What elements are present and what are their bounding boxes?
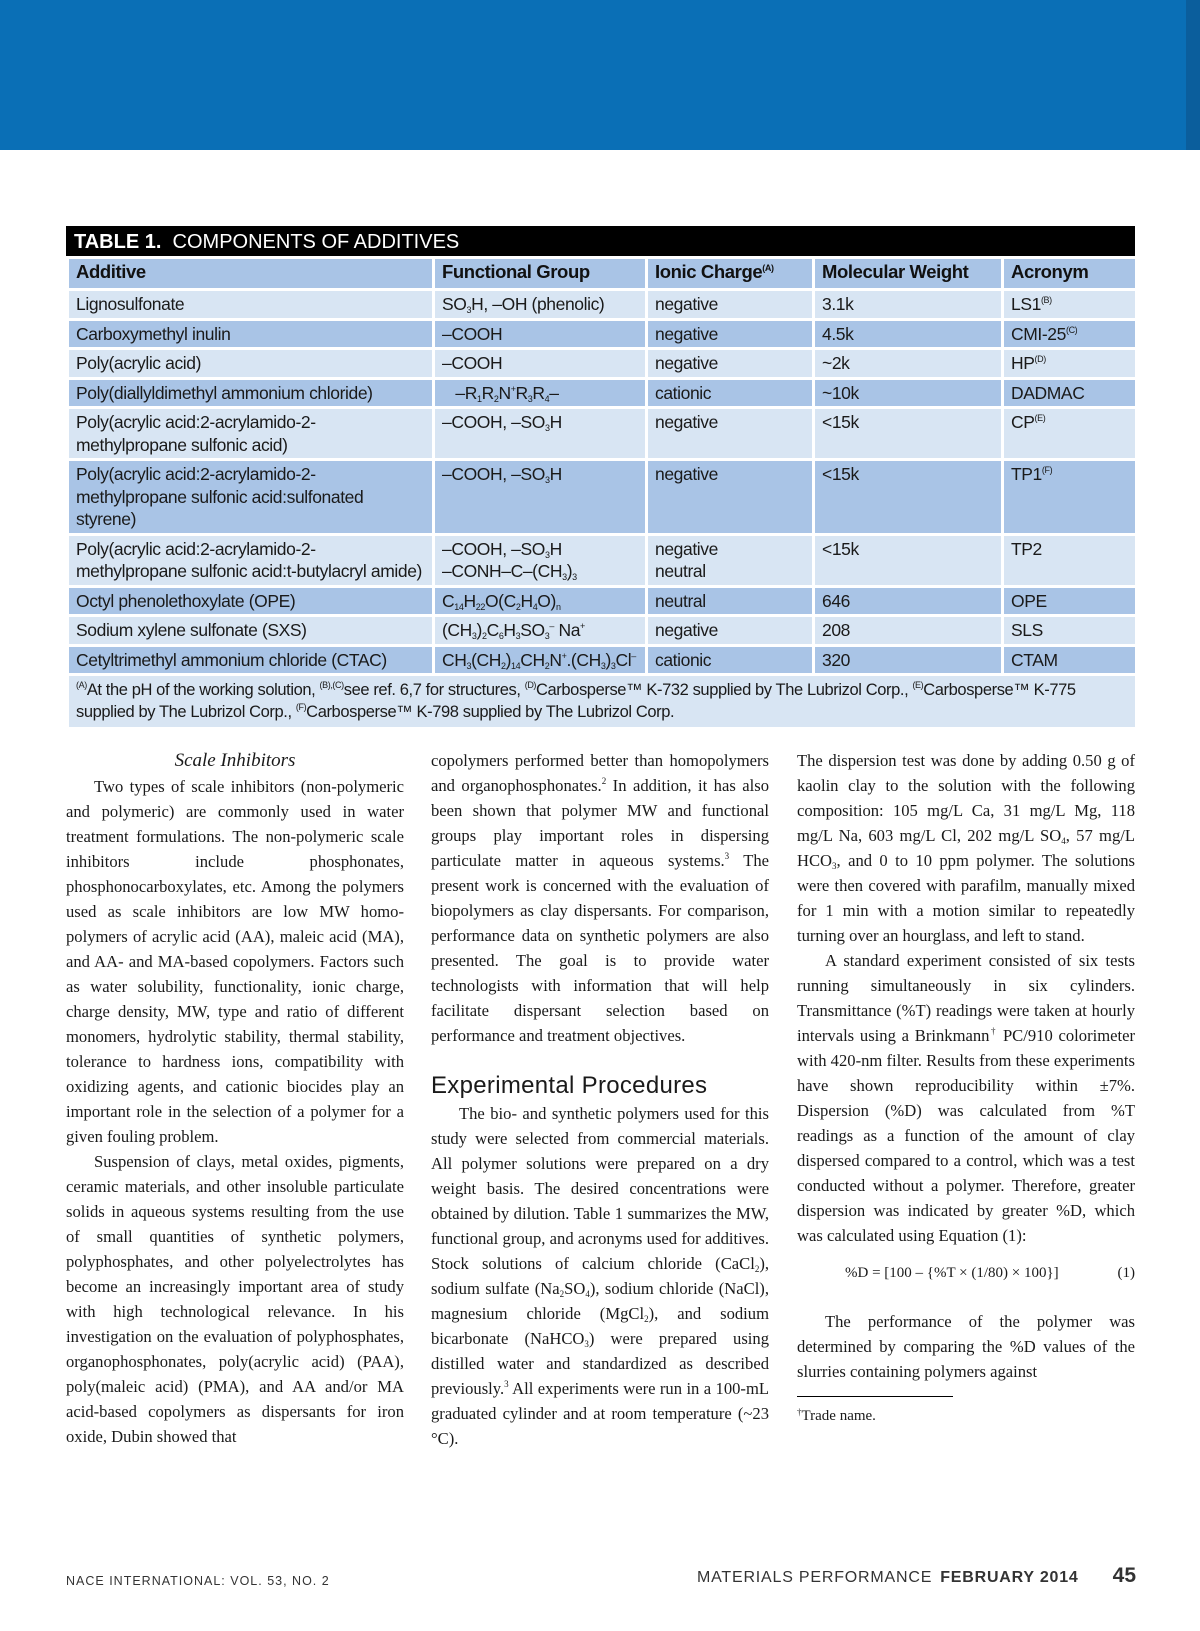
paragraph: The bio- and synthetic polymers used for this study were selected from commercial materials. All polymer solutions were prepared on a dry weight basis. The desired concentrations were obtained by dilution. Table 1 summarizes the MW, functional group, and acronyms used for additives. Stock solutions of calcium chloride (CaCl$_2$), sodium sulfate $(Na_2SO_4)$, sodium chloride (NaCl), magnesium chloride (MgCl$_2$), and sodium bicarbonate (NaHCO$_3$) were prepared using distilled water and standardized as described previously.$^3$ All experiments were run in a 100-mL graduated cylinder and at room temperature (~23 °C). [431, 1104, 769, 1448]
equation-number: (1) [1117, 1265, 1135, 1281]
header-ionic-charge-note: (A) [762, 263, 774, 273]
footer-magazine-name: MATERIALS PERFORMANCE [696, 1569, 933, 1586]
cell-charge: negative [647, 408, 814, 460]
cell-additive: Poly(acrylic acid:2-acrylamido-2-methylpropane sulfonic acid) [68, 408, 434, 460]
column-1 [66, 748, 404, 1449]
cell-acronym: $CP^{(E)}$ [1003, 408, 1137, 460]
header-ionic-charge-label: Ionic Charge [655, 261, 763, 282]
table-row [68, 645, 1137, 675]
cell-additive: Poly(acrylic acid:2-acrylamido-2-methylpropane sulfonic acid:sulfonated styrene) [68, 460, 434, 535]
table-caption: COMPONENTS OF ADDITIVES [172, 231, 460, 253]
cell-mw: 3.1k [814, 290, 1003, 320]
table-footnote-row [68, 675, 1137, 729]
cell-charge: negative [647, 616, 814, 646]
paragraph: Suspension of clays, metal oxides, pigments, ceramic materials, and other insoluble particulate solids in aqueous systems resulting from the use of small quantities of synthetic polymers, polyphosphates, and other polyelectrolytes has become an increasingly important area of study with high technological relevance. In his investigation on the evaluation of polyphosphates, organophosphonates, poly(acrylic acid) (PAA), poly(maleic acid) (PMA), and AA and/or MA acid-based copolymers as dispersants for iron oxide, Dubin showed that [66, 1152, 404, 1446]
footer-publisher [66, 1574, 330, 1588]
table-row [68, 349, 1137, 379]
cell-charge: negative [647, 349, 814, 379]
cell-mw: ~10k [814, 378, 1003, 408]
cell-additive: Sodium xylene sulfonate (SXS) [68, 616, 434, 646]
cell-group: –COOH [434, 319, 647, 349]
table-row [68, 616, 1137, 646]
table-title [66, 226, 1135, 256]
cell-mw: <15k [814, 408, 1003, 460]
column-3 [797, 748, 1135, 1427]
paragraph: A standard experiment consisted of six tests running simultaneously in six cylinders. Transmittance (%T) readings were taken at hourly intervals using a Brinkmann† PC/910 colorimeter with 420-nm filter. Results from these experiments have shown reproducibility within ±7%. Dispersion (%D) was calculated from %T readings as a function of the amount of clay dispersed compared to a control, which was a test conducted without a polymer. Therefore, greater dispersion was indicated by greater %D, which was calculated using Equation (1): [797, 951, 1136, 1245]
section-title-experimental-procedures: Experimental Procedures [431, 1072, 708, 1099]
table-header-row [68, 258, 1137, 290]
cell-charge: negative neutral [647, 534, 814, 586]
subhead-scale-inhibitors: Scale Inhibitors [174, 750, 296, 771]
cell-mw: <15k [814, 534, 1003, 586]
header-molecular-weight: Molecular Weight [814, 258, 1003, 290]
table-label: TABLE 1. [74, 231, 162, 253]
cell-group: $(CH_3)_2C_6H_3SO_3^-$ Na+ [434, 616, 647, 646]
cell-additive: Lignosulfonate [68, 290, 434, 320]
equation-formula: %D = [100 – {%T × (1/80) × 100}] [845, 1265, 1059, 1281]
header-functional-group: Functional Group [434, 258, 647, 290]
cell-group: –COOH, $-SO_3H$ [434, 408, 647, 460]
table-body [66, 256, 1138, 730]
paragraph: The dispersion test was done by adding 0.50 g of kaolin clay to the solution with the following composition: 105 mg/L Ca, 31 mg/L Mg, 118 mg/L Na, 603 mg/L Cl, 202 mg/L $SO_4$, 57 mg/L $HCO_3$, and 0 to 10 ppm polymer. The solutions were then covered with parafilm, manually mixed for 1 min with a motion similar to repeatedly turning over an hourglass, and left to stand. [797, 751, 1135, 945]
cell-acronym: $TP1^{(F)}$ [1003, 460, 1137, 535]
cell-charge: cationic [647, 378, 814, 408]
header-banner [0, 0, 1200, 150]
cell-additive: Octyl phenolethoxylate (OPE) [68, 586, 434, 616]
cell-acronym: $HP^{(D)}$ [1003, 349, 1137, 379]
trade-name-footnote: †Trade name. [797, 1407, 876, 1424]
header-ionic-charge [647, 258, 814, 290]
cell-acronym: CTAM [1003, 645, 1137, 675]
footnote-divider [797, 1396, 953, 1397]
banner-edge [1186, 0, 1200, 150]
cell-acronym: OPE [1003, 586, 1137, 616]
cell-group: –COOH, $-SO_3H$ [434, 460, 647, 535]
cell-mw: 320 [814, 645, 1003, 675]
table-row [68, 408, 1137, 460]
header-additive: Additive [68, 258, 434, 290]
cell-mw: 4.5k [814, 319, 1003, 349]
paragraph: Two types of scale inhibitors (non-polymeric and polymeric) are commonly used in water treatment formulations. The non-polymeric scale inhibitors include phosphonates, phosphonocarboxylates, etc. Among the polymers used as scale inhibitors are low MW homo-polymers of acrylic acid (AA), maleic acid (MA), and AA- and MA-based copolymers. Factors such as water solubility, functionality, ionic charge, charge density, MW, type and ratio of different monomers, hydrolytic stability, thermal stability, tolerance to hardness ions, compatibility with oxidizing agents, and cationic biocides play an important role in the selection of a polymer for a given fouling problem. [66, 777, 404, 1146]
cell-group: $CH_3(CH_2)_{14}CH_2N^+.(CH_3)_3Cl^-$ [434, 645, 647, 675]
cell-charge: negative [647, 290, 814, 320]
cell-charge: negative [647, 460, 814, 535]
page-number: 45 [1112, 1564, 1136, 1587]
cell-acronym: SLS [1003, 616, 1137, 646]
cell-group: $C_{14}H_{22}O(C_2H_4O)_n$ [434, 586, 647, 616]
footer-magazine [697, 1564, 1136, 1588]
cell-mw: <15k [814, 460, 1003, 535]
equation-1 [797, 1261, 1135, 1286]
cell-group: $-R_1R_2N^+R_3R_4-$ [434, 378, 647, 408]
column-2 [431, 748, 769, 1451]
cell-additive: Poly(diallyldimethyl ammonium chloride) [68, 378, 434, 408]
footer-issue: FEBRUARY 2014 [940, 1569, 1079, 1586]
header-acronym: Acronym [1003, 258, 1137, 290]
cell-mw: 208 [814, 616, 1003, 646]
cell-acronym: $LS1^{(B)}$ [1003, 290, 1137, 320]
cell-mw: ~2k [814, 349, 1003, 379]
cell-charge: negative [647, 319, 814, 349]
table-row [68, 460, 1137, 535]
cell-additive: Poly(acrylic acid) [68, 349, 434, 379]
paragraph: The performance of the polymer was determined by comparing the %D values of the slurries containing polymers against [797, 1312, 1135, 1381]
cell-additive: Cetyltrimethyl ammonium chloride (CTAC) [68, 645, 434, 675]
cell-acronym: TP2 [1003, 534, 1137, 586]
cell-additive: Poly(acrylic acid:2-acrylamido-2-methylpropane sulfonic acid:t-butylacryl amide) [68, 534, 434, 586]
cell-acronym: DADMAC [1003, 378, 1137, 408]
table-row [68, 319, 1137, 349]
cell-charge: cationic [647, 645, 814, 675]
table-row [68, 534, 1137, 586]
cell-group: –COOH, $-SO_3H$ $-CONH-C-(CH_3)_3$ [434, 534, 647, 586]
table-row [68, 586, 1137, 616]
components-table [66, 226, 1135, 730]
table-row [68, 378, 1137, 408]
footer-volume: VOL. 53, NO. 2 [230, 1574, 330, 1588]
cell-group: –COOH [434, 349, 647, 379]
table-row [68, 290, 1137, 320]
paragraph: copolymers performed better than homopolymers and organophosphonates.$^2$ In addition, it has also been shown that polymer MW and functional groups play important roles in dispersing particulate matter in aqueous systems.$^3$ The present work is concerned with the evaluation of biopolymers as clay dispersants. For comparison, performance data on synthetic polymers are also presented. The goal is to provide water technologists with information that will help facilitate dispersant selection based on performance and treatment objectives. [431, 751, 769, 1045]
footer-org: NACE INTERNATIONAL: [66, 1574, 226, 1588]
cell-group: $SO_3H$, –OH (phenolic) [434, 290, 647, 320]
cell-mw: 646 [814, 586, 1003, 616]
cell-additive: Carboxymethyl inulin [68, 319, 434, 349]
table-footnote: $^{(A)}$At the pH of the working solution, $^{(B),(C)}$see ref. 6,7 for structures, $^{(D)}$Carbosperse™ K-732 supplied by The Lubrizol Corp., $^{(E)}$Carbosperse™ K-775 supplied by The Lubrizol Corp., $^{(F)}$Carbosperse™ K-798 supplied by The Lubrizol Corp. [68, 675, 1137, 729]
cell-acronym: CMI-$25^{(C)}$ [1003, 319, 1137, 349]
cell-charge: neutral [647, 586, 814, 616]
